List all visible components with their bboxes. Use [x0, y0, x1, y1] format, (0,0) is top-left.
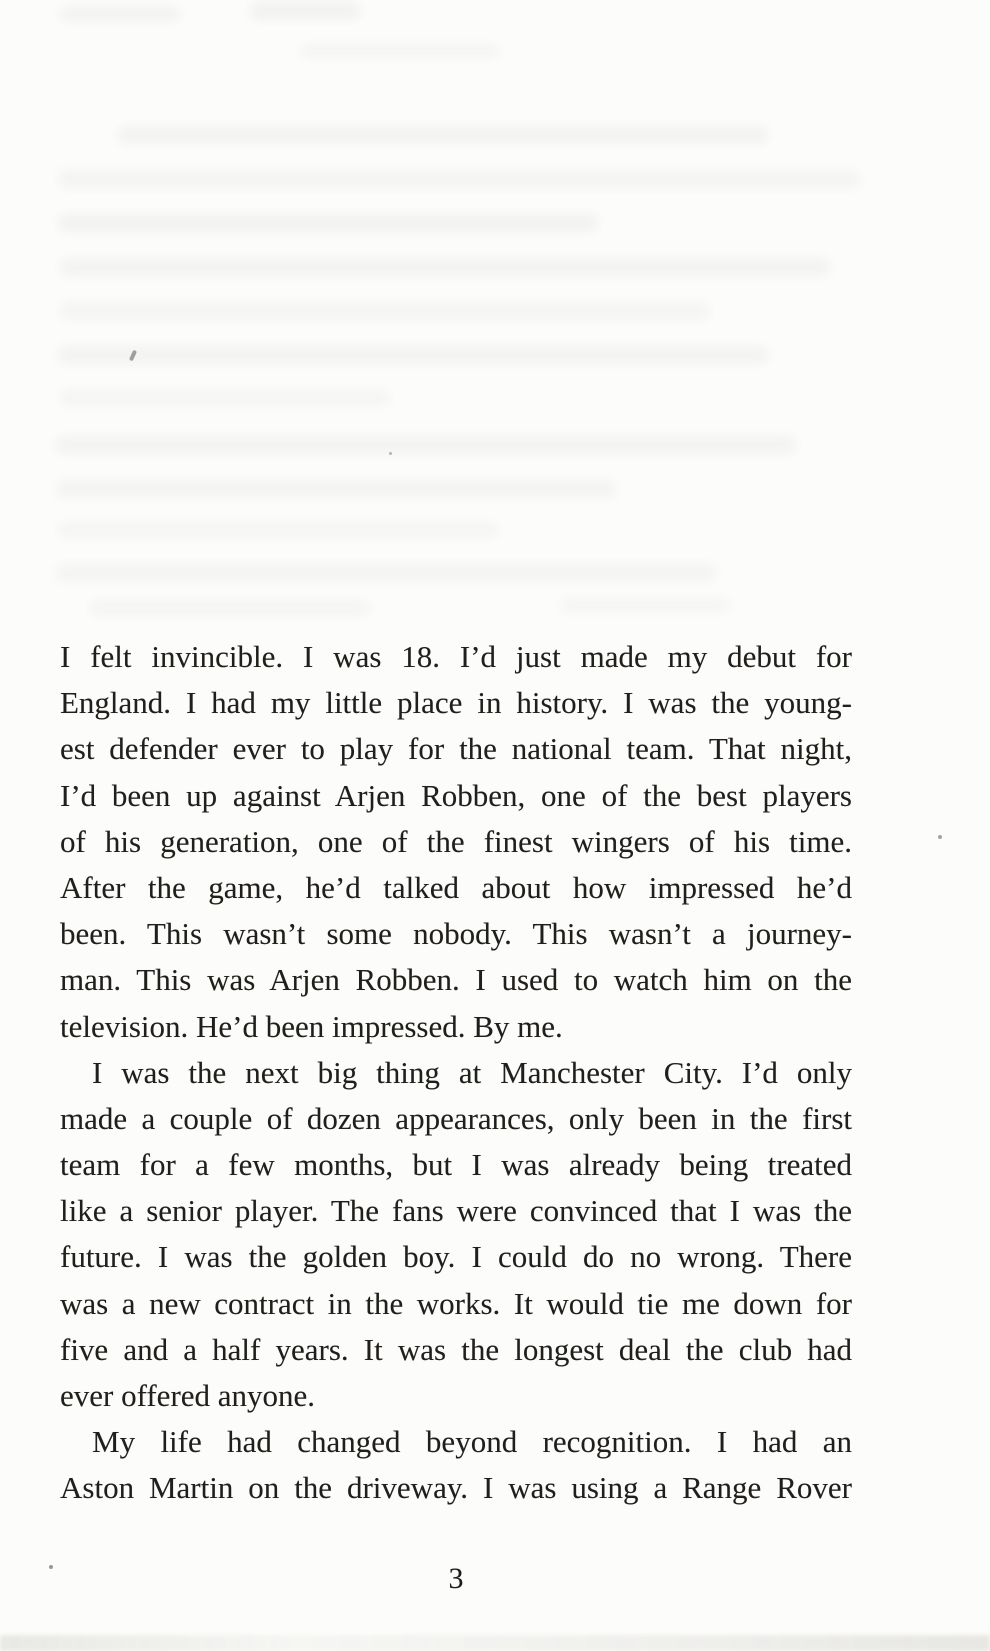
text-line: man. This was Arjen Robben. I used to watch him on the: [60, 962, 852, 998]
text-line: been. This wasn’t some nobody. This wasn’t a journey-: [60, 916, 852, 952]
text-line: like a senior player. The fans were convinced that I was the: [60, 1193, 852, 1229]
showthrough-line: [300, 44, 500, 58]
scan-speck: [389, 452, 392, 455]
text-line: was a new contract in the works. It would tie me down for: [60, 1285, 852, 1321]
text-line: I’d been up against Arjen Robben, one of the best players: [60, 777, 852, 813]
page-number: 3: [448, 1562, 464, 1595]
showthrough-line: [60, 6, 180, 22]
text-line: After the game, he’d talked about how impressed he’d: [60, 869, 852, 905]
showthrough-line: [118, 126, 768, 144]
paragraph: [60, 1419, 852, 1511]
text-line: Aston Martin on the driveway. I was using a Range Rover: [60, 1470, 852, 1506]
showthrough-line: [58, 214, 598, 232]
showthrough-line: [90, 600, 370, 616]
showthrough-line: [60, 390, 390, 406]
text-line: ever offered anyone.: [60, 1378, 316, 1413]
showthrough-line: [60, 258, 830, 276]
scan-speck: [129, 350, 137, 362]
text-line: England. I had my little place in history. I was the young-: [60, 685, 852, 721]
showthrough-line: [60, 302, 710, 320]
scan-speck: [49, 1565, 53, 1569]
showthrough-line: [58, 522, 498, 538]
text-line: est defender ever to play for the national team. That night,: [60, 731, 852, 767]
showthrough-line: [560, 598, 730, 612]
showthrough-line: [56, 436, 796, 454]
text-line: I was the next big thing at Manchester City. I’d only: [92, 1054, 852, 1090]
paragraph: [60, 634, 852, 1050]
showthrough-line: [250, 2, 360, 20]
text-line: My life had changed beyond recognition. I had an: [92, 1424, 852, 1460]
page-text-block: [60, 634, 852, 1512]
text-line: five and a half years. It was the longest deal the club had: [60, 1331, 852, 1367]
showthrough-line: [58, 346, 768, 364]
text-line: team for a few months, but I was already being treated: [60, 1147, 852, 1183]
text-line: made a couple of dozen appearances, only been in the first: [60, 1100, 852, 1136]
showthrough-line: [56, 564, 716, 582]
showthrough-line: [56, 480, 616, 498]
showthrough-line: [58, 170, 860, 188]
text-line: television. He’d been impressed. By me.: [60, 1008, 563, 1044]
text-line: I felt invincible. I was 18. I’d just made my debut for: [60, 639, 852, 674]
paragraph: [60, 1050, 852, 1420]
text-line: of his generation, one of the finest wingers of his time.: [60, 823, 852, 859]
scan-speck: [938, 835, 942, 839]
text-line: future. I was the golden boy. I could do no wrong. There: [60, 1239, 852, 1275]
page-edge-shadow: [0, 1635, 990, 1651]
